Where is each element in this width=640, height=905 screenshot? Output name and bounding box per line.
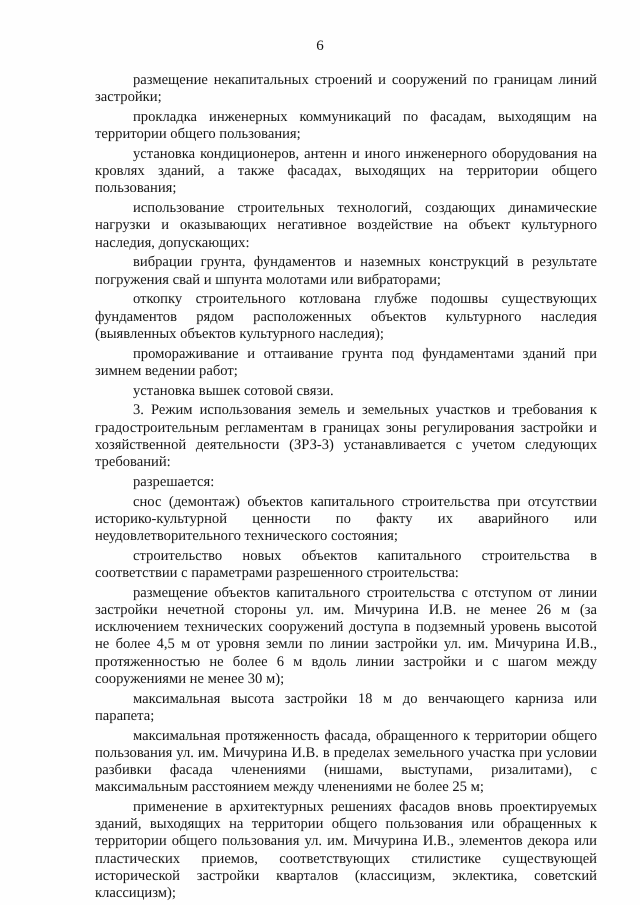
paragraph: вибрации грунта, фундаментов и наземных конструкций в результате погружения свай и шпунта молотами или вибраторами;	[95, 254, 597, 288]
paragraph: максимальная высота застройки 18 м до венчающего карниза или парапета;	[95, 690, 597, 724]
paragraph: промораживание и оттаивание грунта под фундаментами зданий при зимнем ведении работ;	[95, 345, 597, 379]
paragraph: установка вышек сотовой связи.	[133, 382, 334, 399]
paragraph: применение в архитектурных решениях фасадов вновь проектируемых зданий, выходящих на территории общего пользования или обращенных к территории общего пользования ул. им. Мичурина И.В., элементов декора или пластических приемов, соответствующих стилистике существующей исторической застройки кварталов (классицизм, эклектика, советский классицизм);	[95, 799, 597, 902]
paragraph: снос (демонтаж) объектов капитального строительства при отсутствии историко-культурной ценности по факту их аварийного или неудовлетворительного технического состояния;	[95, 493, 597, 545]
paragraph: установка кондиционеров, антенн и иного инженерного оборудования на кровлях зданий, а также фасадах, выходящих на территории общего пользования;	[95, 146, 597, 197]
document-body	[95, 72, 597, 905]
page-number: 6	[316, 38, 324, 54]
paragraph: откопку строительного котлована глубже подошвы существующих фундаментов рядом расположенных объектов культурного наследия (выявленных объектов культурного наследия);	[95, 291, 597, 342]
section-paragraph: 3. Режим использования земель и земельных участков и требования к градостроительным регламентам в границах зоны регулирования застройки и хозяйственной деятельности (ЗРЗ-3) устанавливается с учетом следующих требований:	[95, 402, 597, 471]
paragraph: использование строительных технологий, создающих динамические нагрузки и оказывающих негативное воздействие на объект культурного наследия, допускающих:	[95, 200, 597, 251]
paragraph: прокладка инженерных коммуникаций по фасадам, выходящим на территории общего пользования;	[95, 109, 597, 143]
paragraph: максимальная протяженность фасада, обращенного к территории общего пользования ул. им. Мичурина И.В. в пределах земельного участка при условии разбивки фасада членениями (нишами, выступами, ризалитами), с максимальным расстоянием между членениями не более 25 м;	[95, 727, 597, 796]
paragraph: размещение некапитальных строений и сооружений по границам линий застройки;	[95, 72, 597, 106]
paragraph: строительство новых объектов капитального строительства в соответствии с параметрами разрешенного строительства:	[95, 547, 597, 582]
paragraph: размещение объектов капитального строительства с отступом от линии застройки нечетной стороны ул. им. Мичурина И.В. не менее 26 м (за исключением технических сооружений доступа в подземный уровень высотой не более 4,5 м от уровня земли по линии застройки ул. им. Мичурина И.В., протяженностью не более 6 м вдоль линии застройки и с шагом между сооружениями не менее 30 м);	[95, 584, 597, 687]
paragraph: разрешается:	[133, 473, 215, 490]
